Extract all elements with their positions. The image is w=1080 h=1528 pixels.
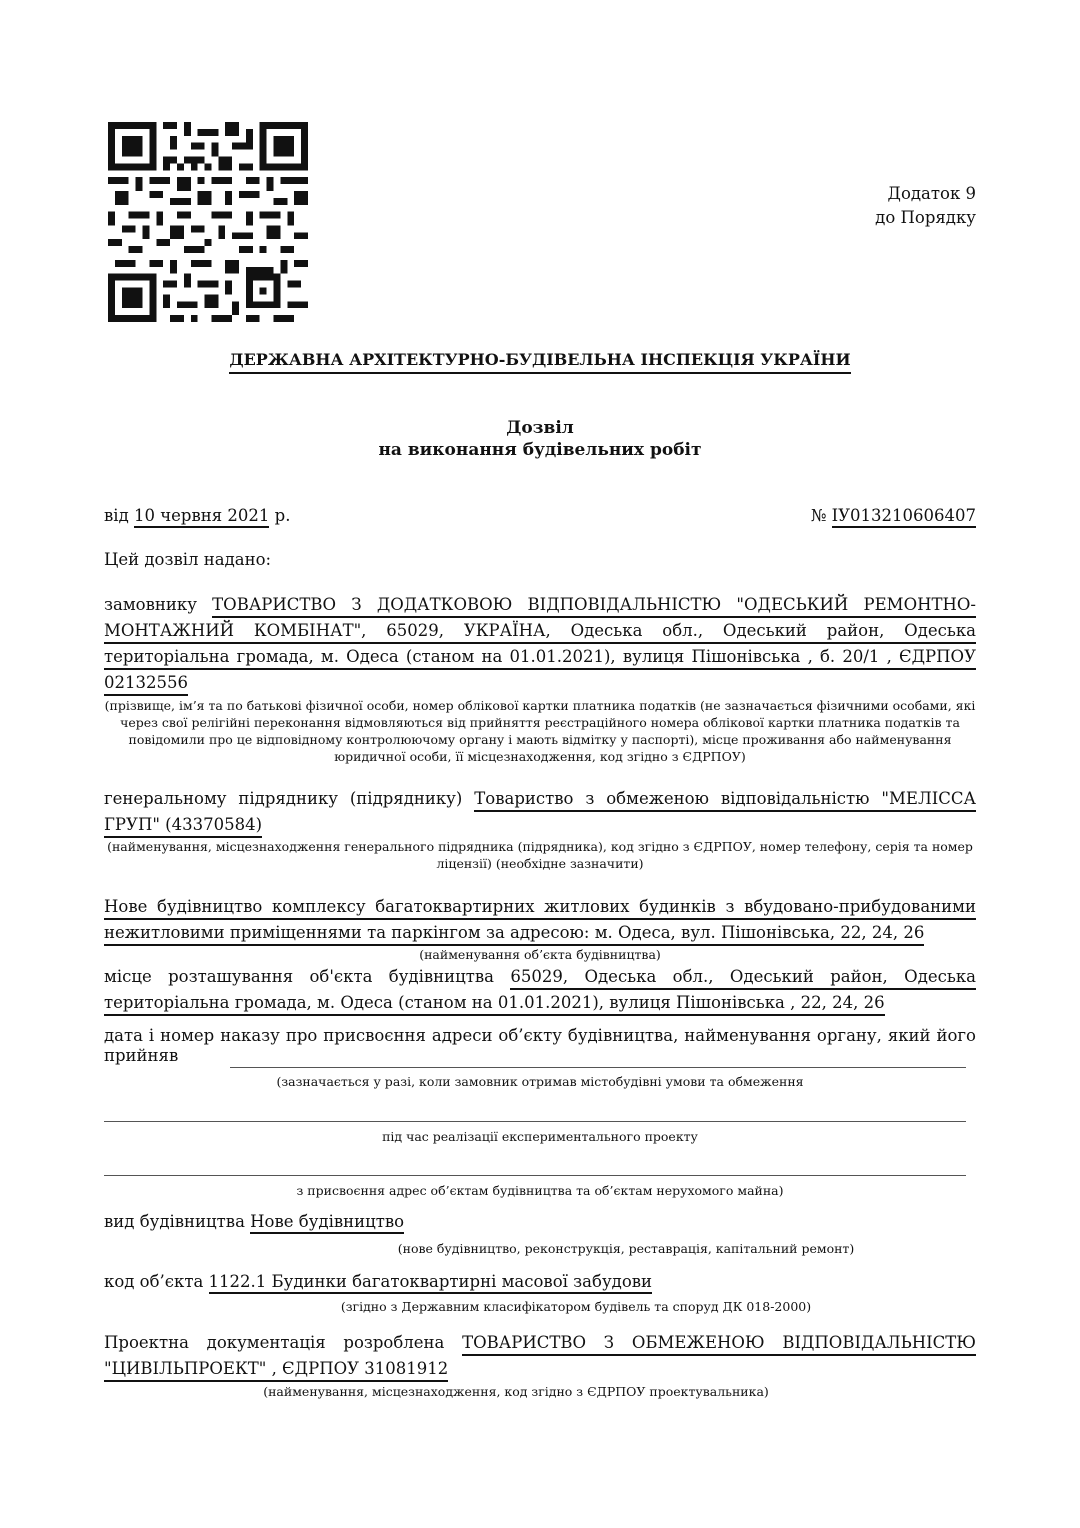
qr-code-icon — [108, 122, 308, 322]
permit-number — [811, 506, 976, 525]
address-order-line-2 — [104, 1121, 966, 1122]
address-order-label: дата і номер наказу про присвоєння адреси об’єкту будівництва, найменування органу, який його прийняв — [104, 1026, 976, 1065]
date-number-row — [104, 506, 976, 525]
location-field — [104, 964, 976, 1016]
object-code-label: код об’єкта — [104, 1272, 204, 1291]
document-title — [0, 417, 1080, 461]
permit-number-value: ІУ013210606407 — [832, 506, 976, 528]
object-code-field — [104, 1272, 976, 1291]
location-value: 65029, Одеська обл., Одеський район, Одеська територіальна громада, м. Одеса (станом на 01.01.2021), вулиця Пішонівська , 22, 24, 26 — [104, 967, 976, 1016]
address-order-line-3 — [104, 1175, 966, 1176]
construction-type-value: Нове будівництво — [250, 1212, 404, 1234]
address-order-line — [230, 1067, 966, 1068]
address-order-hint-2: під час реалізації експериментального проекту — [382, 1129, 698, 1144]
address-order-hint-3: з присвоєння адрес об’єктам будівництва та об’єктам нерухомого майна) — [296, 1183, 784, 1198]
title-line-2: на виконання будівельних робіт — [378, 440, 702, 460]
date-suffix: р. — [274, 506, 291, 525]
construction-type-hint: (нове будівництво, реконструкція, реставрація, капітальний ремонт) — [397, 1241, 855, 1256]
addendum-line-2: до Порядку — [875, 208, 976, 227]
construction-type-field — [104, 1212, 976, 1231]
date-prefix: від — [104, 506, 129, 525]
granted-to-label: Цей дозвіл надано: — [104, 550, 272, 569]
contractor-hint: (найменування, місцезнаходження генерального підрядника (підрядника), код згідно з ЄДРПОУ, номер телефону, серія та номер ліцензії) (необхідне зазначити) — [107, 839, 973, 871]
customer-field — [104, 592, 976, 696]
agency-name — [0, 350, 1080, 369]
address-order-field — [104, 1026, 976, 1066]
issue-date: 10 червня 2021 — [134, 506, 269, 528]
addendum-reference — [875, 182, 976, 230]
title-line-1: Дозвіл — [506, 418, 574, 438]
location-label: місце розташування об'єкта будівництва — [104, 967, 495, 986]
contractor-label: генеральному підряднику (підряднику) — [104, 789, 463, 808]
construction-type-label: вид будівництва — [104, 1212, 245, 1231]
design-value: ТОВАРИСТВО З ОБМЕЖЕНОЮ ВІДПОВІДАЛЬНІСТЮ "ЦИВІЛЬПРОЕКТ" , ЄДРПОУ 31081912 — [104, 1333, 976, 1382]
object-field — [104, 894, 976, 946]
customer-hint: (прізвище, ім’я та по батькові фізичної особи, номер облікової картки платника податків (не зазначається фізичними особами, які через свої релігійні переконання відмовляються від прийняття реєстраційного номера облікової картки платника податків та повідомили про це відповідному контролюючому органу і мають відмітку у паспорті), місце проживання або найменування юридичної особи, її місцезнаходження, код згідно з ЄДРПОУ) — [104, 698, 976, 764]
address-order-hint-1: (зазначається у разі, коли замовник отримав містобудівні умови та обмеження — [276, 1074, 804, 1089]
design-label: Проектна документація розроблена — [104, 1333, 445, 1352]
contractor-value: Товариство з обмеженою відповідальністю "МЕЛІССА ГРУП" (43370584) — [104, 789, 976, 838]
object-code-value: 1122.1 Будинки багатоквартирні масової забудови — [209, 1272, 653, 1294]
object-code-hint: (згідно з Державним класифікатором будівель та споруд ДК 018-2000) — [340, 1299, 812, 1314]
object-value: Нове будівництво комплексу багатоквартирних житлових будинків з вбудовано-прибудованими нежитловими приміщеннями та паркінгом за адресою: м. Одеса, вул. Пішонівська, 22, 24, 26 — [104, 897, 976, 946]
customer-value: ТОВАРИСТВО З ДОДАТКОВОЮ ВІДПОВІДАЛЬНІСТЮ "ОДЕСЬКИЙ РЕМОНТНО-МОНТАЖНИЙ КОМБІНАТ", 65029, УКРАЇНА, Одеська обл., Одеський район, Одеська територіальна громада, м. Одеса (станом на 01.01.2021), вулиця Пішонівська , б. 20/1 , ЄДРПОУ 02132556 — [104, 595, 976, 696]
object-hint: (найменування об’єкта будівництва) — [419, 947, 661, 962]
number-prefix: № — [810, 506, 827, 525]
agency-name-text: ДЕРЖАВНА АРХІТЕКТУРНО-БУДІВЕЛЬНА ІНСПЕКЦІЯ УКРАЇНИ — [229, 350, 850, 374]
design-field — [104, 1330, 976, 1382]
customer-label: замовнику — [104, 595, 197, 614]
addendum-line-1: Додаток 9 — [887, 184, 976, 203]
design-hint: (найменування, місцезнаходження, код згідно з ЄДРПОУ проектувальника) — [263, 1384, 769, 1399]
contractor-field — [104, 786, 976, 838]
